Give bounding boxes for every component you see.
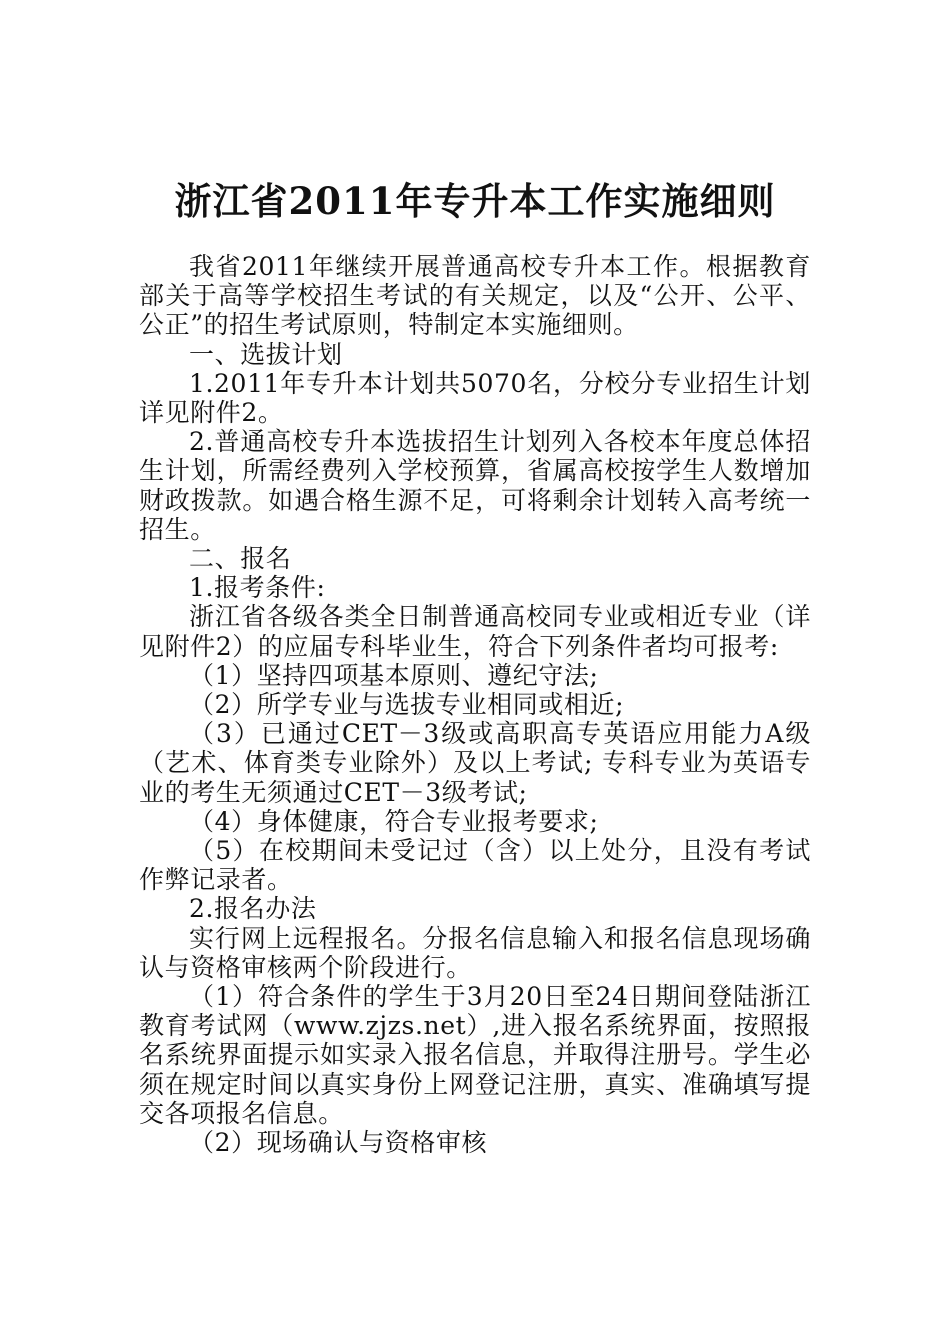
section-heading-plan: 一、选拔计划: [189, 339, 343, 369]
paragraph-registration-method: 实行网上远程报名。分报名信息输入和报名信息现场确认与资格审核两个阶段进行。: [139, 923, 811, 982]
condition-item-4: （4）身体健康，符合专业报考要求;: [189, 806, 599, 836]
paragraph-plan-2: 2.普通高校专升本选拔招生计划列入各校本年度总体招生计划，所需经费列入学校预算，省属高校按学生人数增加财政拨款。如遇合格生源不足，可将剩余计划转入高考统一招生。: [139, 427, 811, 544]
document-body: [139, 252, 811, 1157]
subheading-eligibility: 1.报考条件:: [189, 573, 326, 603]
registration-step-1: （1）符合条件的学生于3月20日至24日期间登陆浙江教育考试网（www.zjzs.net）,进入报名系统界面，按照报名系统界面提示如实录入报名信息，并取得注册号。学生必须在规定时间以真实身份上网登记注册，真实、准确填写提交各项报名信息。: [139, 982, 811, 1128]
condition-item-5: （5）在校期间未受记过（含）以上处分，且没有考试作弊记录者。: [139, 836, 811, 895]
section-heading-registration: 二、报名: [189, 544, 292, 574]
registration-step-2: （2）现场确认与资格审核: [189, 1128, 488, 1158]
condition-item-1: （1）坚持四项基本原则、遵纪守法;: [189, 660, 599, 690]
condition-item-3: （3）已通过CET－3级或高职高专英语应用能力A级（艺术、体育类专业除外）及以上考试; 专科专业为英语专业的考生无须通过CET－3级考试;: [139, 719, 811, 807]
condition-item-2: （2）所学专业与选拔专业相同或相近;: [189, 690, 625, 720]
paragraph-eligibility: 浙江省各级各类全日制普通高校同专业或相近专业（详见附件2）的应届专科毕业生，符合下列条件者均可报考:: [139, 602, 811, 661]
paragraph-intro: 我省2011年继续开展普通高校专升本工作。根据教育部关于高等学校招生考试的有关规定，以及“公开、公平、公正”的招生考试原则，特制定本实施细则。: [139, 252, 811, 340]
document-title: 浙江省2011年专升本工作实施细则: [174, 179, 776, 223]
subheading-registration-method: 2.报名办法: [189, 894, 317, 924]
paragraph-plan-1: 1.2011年专升本计划共5070名，分校分专业招生计划详见附件2。: [139, 368, 811, 428]
